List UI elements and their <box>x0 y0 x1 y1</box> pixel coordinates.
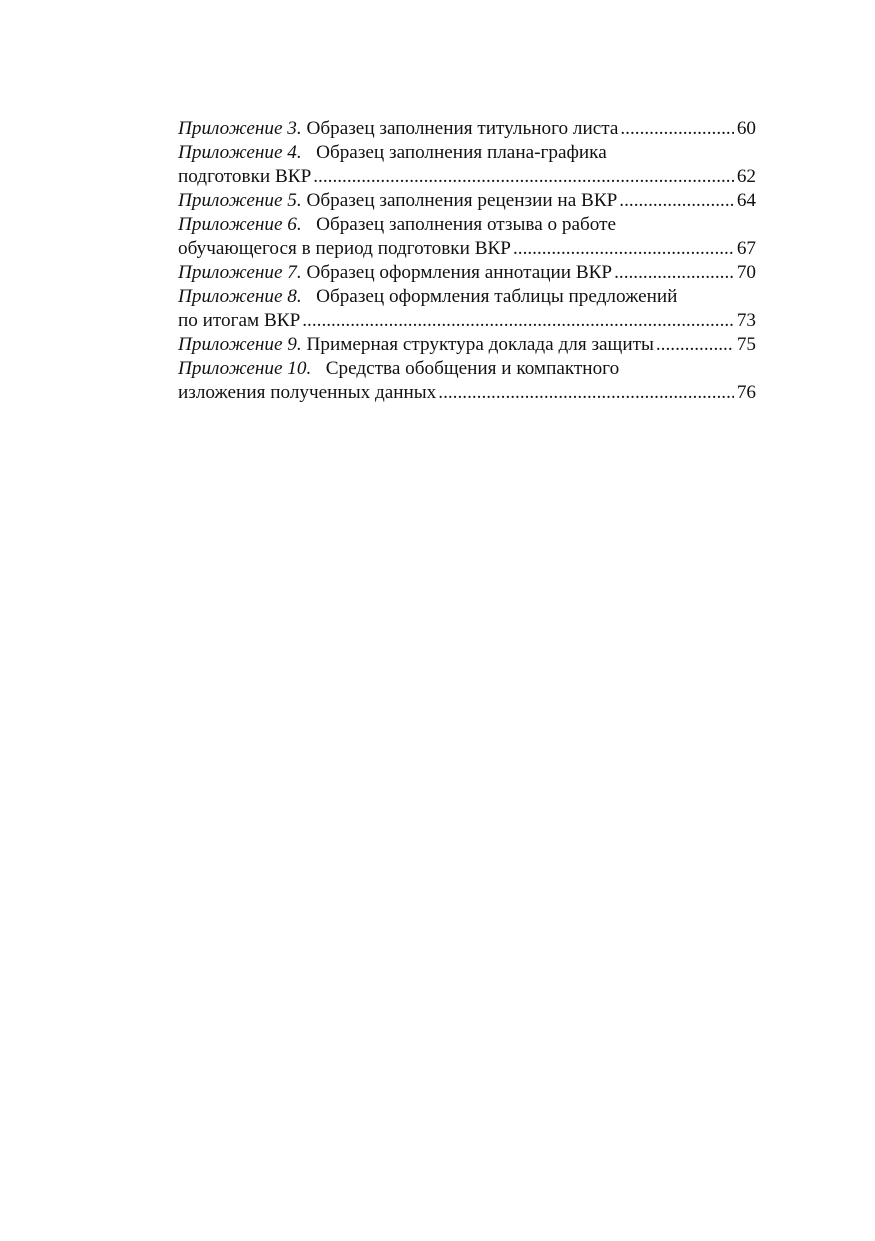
page-number: 62 <box>736 166 756 187</box>
table-of-contents <box>178 117 756 405</box>
entry-title-continuation: изложения полученных данных <box>178 382 437 403</box>
page-number: 75 <box>736 334 756 355</box>
toc-entry-appendix-4 <box>178 141 756 189</box>
appendix-label: Приложение 10. <box>178 358 312 379</box>
page-number: 76 <box>736 382 756 403</box>
toc-entry-appendix-5 <box>178 189 756 213</box>
entry-title: Образец оформления аннотации ВКР <box>306 262 613 283</box>
entry-title-continuation: по итогам ВКР <box>178 310 301 331</box>
toc-entry-line <box>178 381 756 405</box>
toc-entry-line <box>178 117 756 141</box>
page-number: 73 <box>736 310 756 331</box>
toc-entry-appendix-6 <box>178 213 756 261</box>
entry-title-continuation: обучающегося в период подготовки ВКР <box>178 238 511 259</box>
appendix-label: Приложение 3. <box>178 118 302 139</box>
page-number: 60 <box>736 118 756 139</box>
dot-leader <box>620 117 733 141</box>
toc-entry-appendix-7 <box>178 261 756 285</box>
entry-title: Образец заполнения плана-графика <box>316 142 607 163</box>
toc-entry-line <box>178 237 756 261</box>
appendix-label: Приложение 5. <box>178 190 302 211</box>
entry-title: Образец заполнения отзыва о работе <box>316 214 617 235</box>
toc-entry-line <box>178 141 756 165</box>
toc-entry-line <box>178 165 756 189</box>
appendix-label: Приложение 8. <box>178 286 302 307</box>
page-number: 64 <box>736 190 756 211</box>
appendix-label: Приложение 6. <box>178 214 302 235</box>
toc-entry-appendix-3 <box>178 117 756 141</box>
toc-entry-line <box>178 285 756 309</box>
dot-leader <box>619 189 734 213</box>
page-number: 70 <box>736 262 756 283</box>
toc-entry-line <box>178 213 756 237</box>
dot-leader <box>438 381 734 405</box>
toc-entry-line <box>178 357 756 381</box>
toc-entry-appendix-10 <box>178 357 756 405</box>
appendix-label: Приложение 4. <box>178 142 302 163</box>
dot-leader <box>302 309 734 333</box>
toc-entry-appendix-9 <box>178 333 756 357</box>
entry-title: Образец заполнения титульного листа <box>306 118 619 139</box>
entry-title: Примерная структура доклада для защиты <box>306 334 654 355</box>
dot-leader <box>313 165 734 189</box>
toc-entry-line <box>178 261 756 285</box>
entry-title-continuation: подготовки ВКР <box>178 166 312 187</box>
toc-entry-line <box>178 189 756 213</box>
entry-title: Образец оформления таблицы предложений <box>316 286 678 307</box>
toc-entry-line <box>178 333 756 357</box>
toc-entry-appendix-8 <box>178 285 756 333</box>
appendix-label: Приложение 7. <box>178 262 302 283</box>
dot-leader <box>513 237 734 261</box>
toc-entry-line <box>178 309 756 333</box>
dot-leader <box>656 333 734 357</box>
entry-title: Средства обобщения и компактного <box>325 358 620 379</box>
page-number: 67 <box>736 238 756 259</box>
appendix-label: Приложение 9. <box>178 334 302 355</box>
entry-title: Образец заполнения рецензии на ВКР <box>306 190 618 211</box>
dot-leader <box>614 261 734 285</box>
